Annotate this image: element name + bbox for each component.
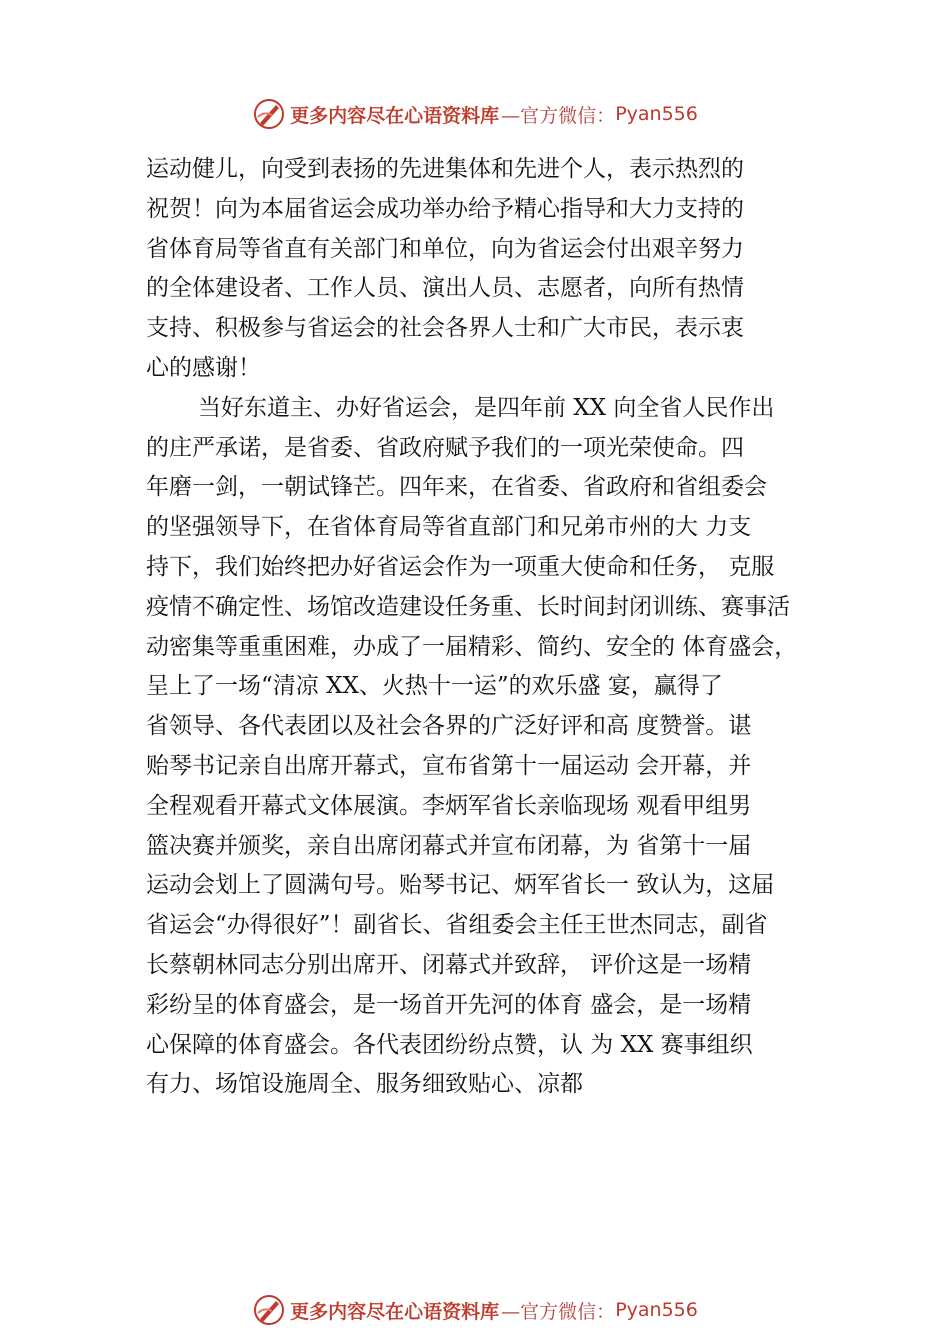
body-line: 运动会划上了圆满句号。贻琴书记、炳军省长一 致认为，这届 <box>146 872 775 899</box>
body-line: 当好东道主、办好省运会，是四年前 XX 向全省人民作出 <box>198 394 775 421</box>
body-line: 祝贺！向为本届省运会成功举办给予精心指导和大力支持的 <box>146 195 744 222</box>
footer-title: 更多内容尽在心语资料库 <box>290 1300 500 1323</box>
body-line: 年磨一剑，一朝试锋芒。四年来，在省委、省政府和省组委会 <box>146 474 767 501</box>
body-line: 长蔡朝林同志分别出席开、闭幕式并致辞， 评价这是一场精 <box>146 951 752 978</box>
banner-wechat-id: Pyan556 <box>615 103 698 125</box>
body-line: 省体育局等省直有关部门和单位，向为省运会付出艰辛努力 <box>146 235 744 262</box>
body-line: 心保障的体育盛会。各代表团纷纷点赞，认 为 XX 赛事组织 <box>146 1031 753 1058</box>
footer-subtitle: —官方微信： <box>501 1300 616 1323</box>
body-line: 全程观看开幕式文体展演。李炳军省长亲临现场 观看甲组男 <box>146 792 752 819</box>
header-banner <box>0 94 950 134</box>
body-line: 的坚强领导下，在省体育局等省直部门和兄弟市州的大 力支 <box>146 514 752 541</box>
body-line: 的全体建设者、工作人员、演出人员、志愿者，向所有热情 <box>146 275 744 302</box>
body-line: 省领导、各代表团以及社会各界的广泛好评和高 度赞誉。谌 <box>146 713 752 740</box>
body-line: 彩纷呈的体育盛会，是一场首开先河的体育 盛会，是一场精 <box>146 991 752 1018</box>
footer-wechat-id: Pyan556 <box>615 1299 698 1321</box>
body-line: 篮决赛并颁奖，亲自出席闭幕式并宣布闭幕，为 省第十一届 <box>146 832 752 859</box>
body-line: 持下，我们始终把办好省运会作为一项重大使命和任务， 克服 <box>146 553 775 580</box>
body-line: 贻琴书记亲自出席开幕式，宣布省第十一届运动 会开幕，并 <box>146 752 752 779</box>
pen-logo-icon <box>252 97 286 131</box>
body-line: 有力、场馆设施周全、服务细致贴心、凉都 <box>146 1071 583 1098</box>
body-line: 的庄严承诺，是省委、省政府赋予我们的一项光荣使命。四 <box>146 434 744 461</box>
body-line: 呈上了一场“清凉 XX、火热十一运”的欢乐盛 宴，赢得了 <box>146 673 723 700</box>
body-line: 省运会“办得很好”！副省长、省组委会主任王世杰同志，副省 <box>146 912 768 939</box>
body-line: 动密集等重重困难，办成了一届精彩、简约、安全的 体育盛会， <box>146 633 798 660</box>
footer-banner <box>0 1290 950 1330</box>
document-body <box>146 150 846 1105</box>
body-line: 疫情不确定性、场馆改造建设任务重、长时间封闭训练、赛事活 <box>146 593 790 620</box>
body-line: 支持、积极参与省运会的社会各界人士和广大市民，表示衷 <box>146 315 744 342</box>
banner-subtitle: —官方微信： <box>501 104 616 127</box>
pen-logo-icon <box>252 1293 286 1327</box>
banner-title: 更多内容尽在心语资料库 <box>290 104 500 127</box>
body-line: 运动健儿，向受到表扬的先进集体和先进个人，表示热烈的 <box>146 156 744 182</box>
body-line: 心的感谢！ <box>146 354 261 381</box>
